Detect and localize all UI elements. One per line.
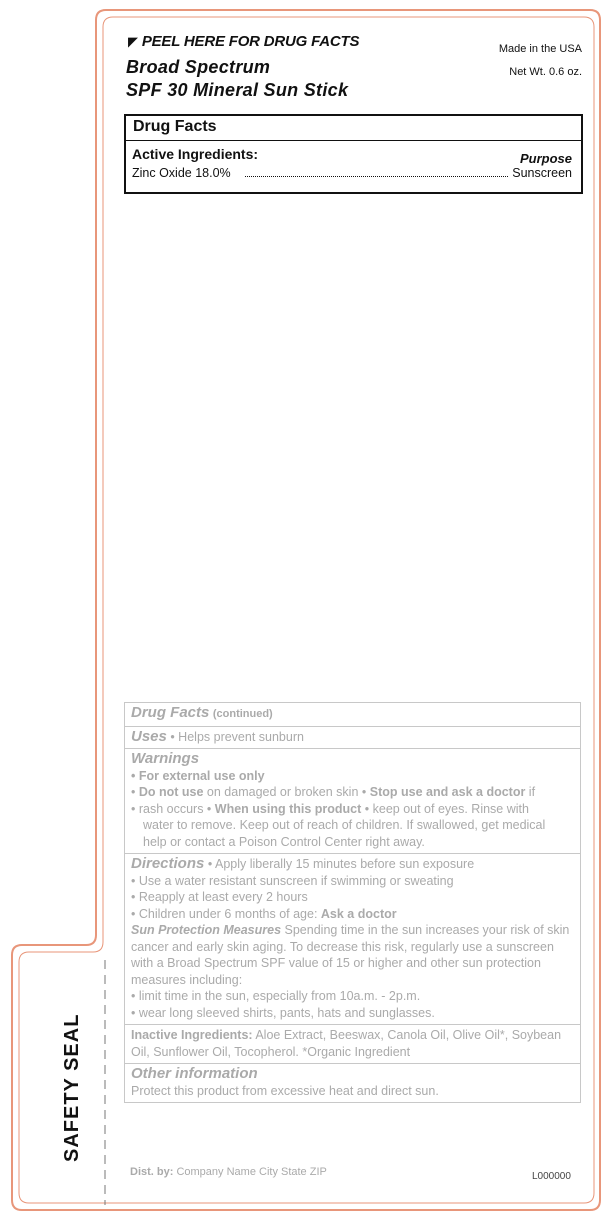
- other-info-title: Other information: [131, 1065, 258, 1082]
- lot-code: L000000: [532, 1171, 571, 1182]
- distributor-line: Dist. by: Company Name City State ZIP: [130, 1166, 327, 1178]
- warning-line-5: help or contact a Poison Control Center right away.: [143, 834, 425, 849]
- uses-section: [124, 726, 581, 749]
- continued-header: [124, 702, 581, 726]
- uses-text: • Helps prevent sunburn: [166, 729, 304, 744]
- spm-bullet-2: • wear long sleeved shirts, pants, hats and sunglasses.: [131, 1005, 435, 1020]
- inactive-label: Inactive Ingredients:: [131, 1028, 253, 1042]
- warnings-section: [124, 748, 581, 853]
- product-name-line2: SPF 30 Mineral Sun Stick: [126, 80, 349, 100]
- ingredient-purpose: Sunscreen: [512, 166, 572, 180]
- warnings-title: Warnings: [131, 750, 200, 767]
- warning-line-1: • For external use only: [131, 768, 265, 783]
- drug-facts-continued: [124, 702, 581, 1103]
- other-information-section: [124, 1063, 581, 1103]
- continued-suffix: (continued): [212, 708, 273, 720]
- inactive-ingredients-section: [124, 1024, 581, 1063]
- other-info-text: Protect this product from excessive heat and direct sun.: [131, 1083, 439, 1098]
- purpose-heading: Purpose: [519, 151, 572, 166]
- active-ingredients-heading: Active Ingredients:: [132, 146, 259, 162]
- safety-seal-label: SAFETY SEAL: [61, 1013, 83, 1162]
- dotted-leader: [245, 176, 509, 177]
- triangle-down-icon: ◤: [128, 34, 138, 49]
- sun-protection-measures: Sun Protection Measures Spending time in the sun increases your risk of skin cancer and early skin aging. To decrease this risk, regularly use a sunscreen with a Broad Spectrum SPF value of 15 or higher and other sun protection measures including:: [131, 923, 570, 987]
- warning-line-2: • Do not use on damaged or broken skin • Stop use and ask a doctor if: [131, 785, 536, 799]
- ingredient-row: [132, 166, 572, 184]
- directions-section: [124, 853, 581, 1024]
- product-name-line1: Broad Spectrum: [126, 57, 271, 77]
- warning-line-3: • rash occurs • When using this product • keep out of eyes. Rinse with: [131, 801, 529, 816]
- directions-line-3: • Reapply at least every 2 hours: [131, 890, 308, 904]
- peel-here-label[interactable]: ◤ PEEL HERE FOR DRUG FACTS: [128, 33, 360, 50]
- net-weight-label: Net Wt. 0.6 oz.: [509, 66, 582, 78]
- warning-line-4: water to remove. Keep out of reach of children. If swallowed, get medical: [143, 818, 546, 832]
- directions-line-1: Directions • Apply liberally 15 minutes before sun exposure: [131, 855, 475, 872]
- uses-label: Uses: [131, 727, 167, 745]
- ingredient-name: Zinc Oxide 18.0%: [132, 166, 231, 180]
- spm-bullet-1: • limit time in the sun, especially from 10a.m. - 2p.m.: [131, 989, 421, 1003]
- directions-line-2: • Use a water resistant sunscreen if swimming or sweating: [131, 873, 454, 888]
- drug-facts-box: [124, 114, 583, 194]
- drug-facts-title: Drug Facts: [126, 116, 581, 141]
- directions-line-4: • Children under 6 months of age: Ask a doctor: [131, 906, 397, 921]
- inactive-text: Aloe Extract, Beeswax, Canola Oil, Olive Oil*, Soybean Oil, Sunflower Oil, Tocopherol. *Organic Ingredient: [131, 1028, 562, 1059]
- continued-title: Drug Facts: [131, 704, 210, 721]
- made-in-label: Made in the USA: [498, 43, 582, 55]
